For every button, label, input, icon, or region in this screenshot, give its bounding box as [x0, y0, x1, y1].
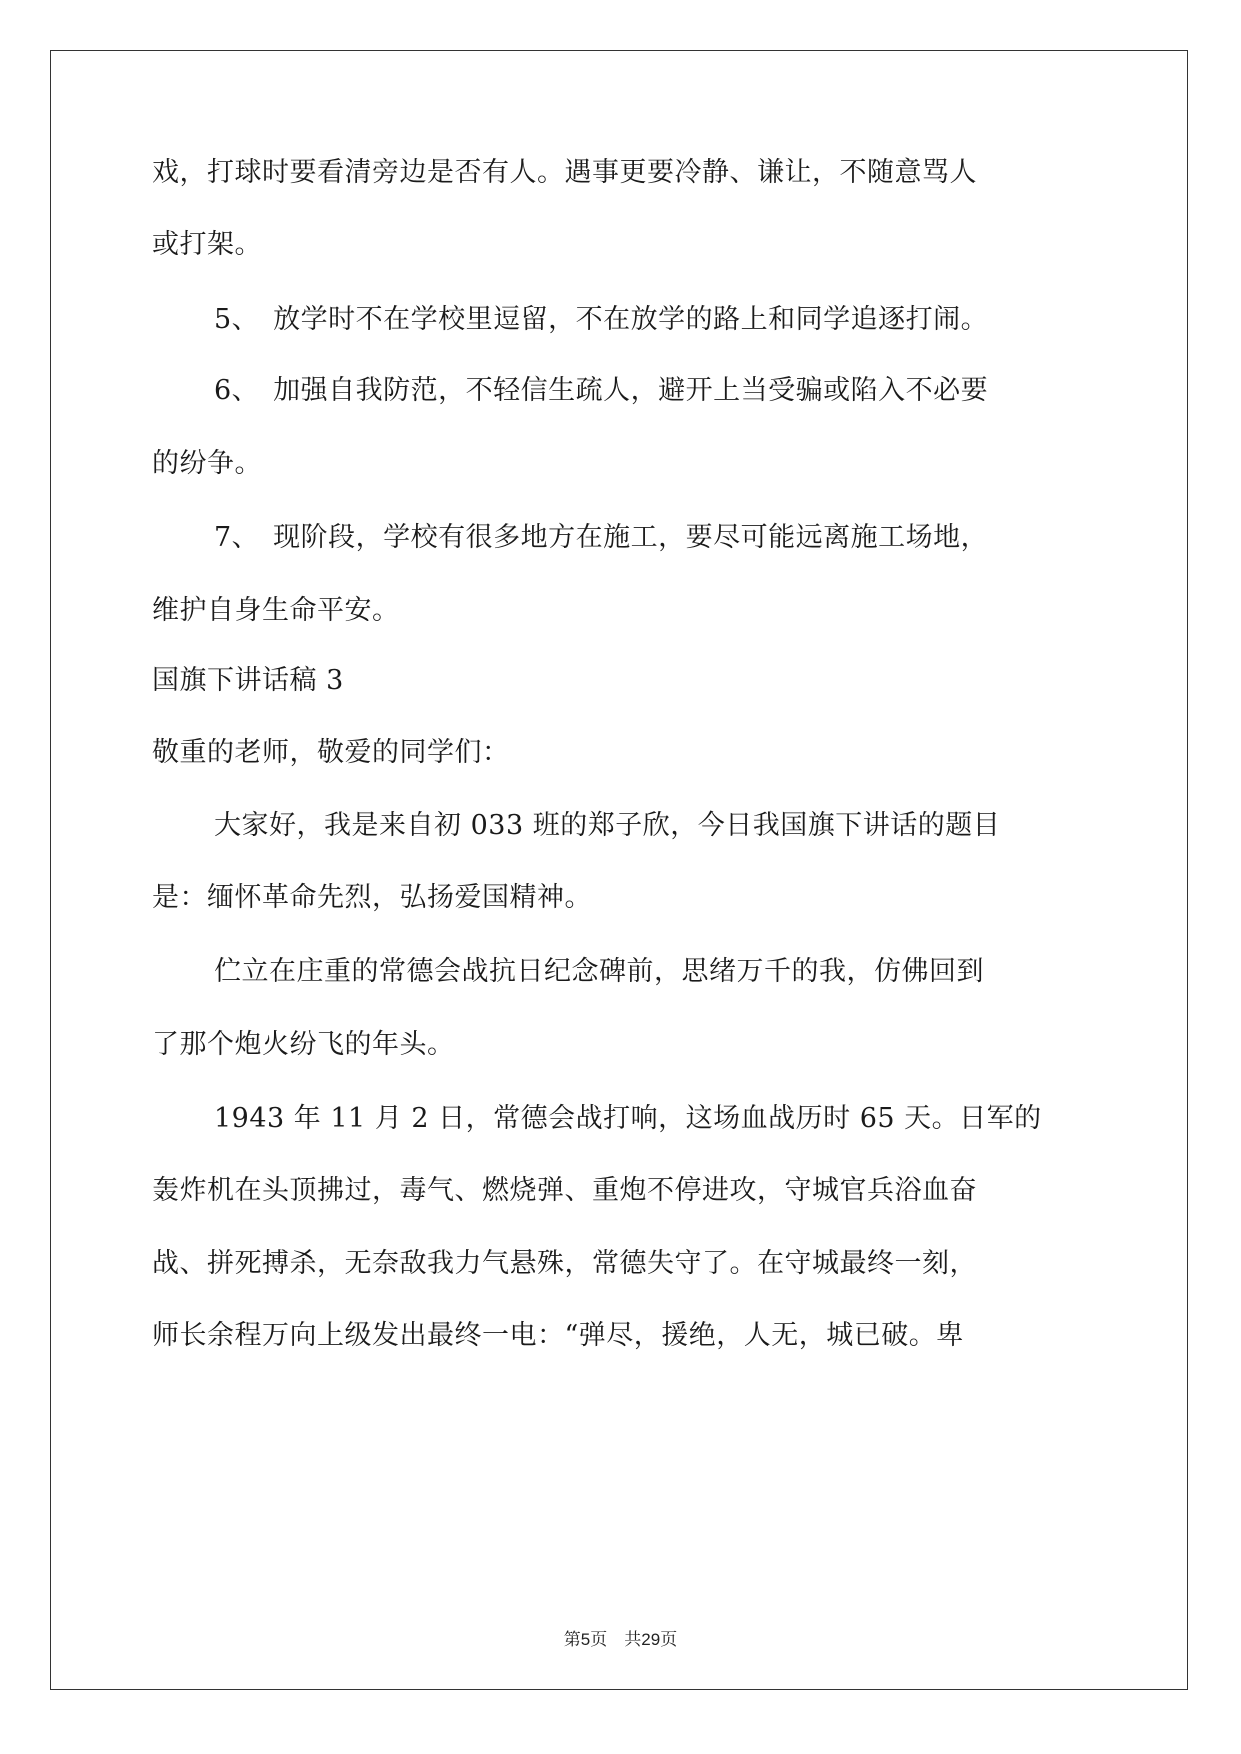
footer-prefix: 第: [563, 1630, 581, 1649]
text-line: 的纷争。: [152, 448, 262, 479]
text-line: 或打架。: [152, 229, 262, 260]
text-line: 轰炸机在头顶拂过，毒气、燃烧弹、重炮不停进攻，守城官兵浴血奋: [152, 1175, 977, 1206]
paragraph-start: 大家好，我是来自初 033 班的郑子欣，今日我国旗下讲话的题目: [214, 810, 1001, 841]
page-footer: [0, 1625, 1241, 1650]
text-line: 了那个炮火纷飞的年头。: [152, 1029, 455, 1060]
page-border: [50, 50, 1188, 1690]
footer-mid: 页 共: [590, 1630, 642, 1649]
list-item-7: 7、 现阶段，学校有很多地方在施工，要尽可能远离施工场地，: [214, 522, 989, 553]
text-line: 战、拼死搏杀，无奈敌我力气悬殊，常德失守了。在守城最终一刻，: [152, 1248, 977, 1279]
footer-suffix: 页: [660, 1630, 678, 1649]
list-item-6: 6、 加强自我防范，不轻信生疏人，避开上当受骗或陷入不必要: [214, 375, 989, 406]
paragraph-start: 1943 年 11 月 2 日，常德会战打响，这场血战历时 65 天。日军的: [214, 1103, 1042, 1134]
text-line: 维护自身生命平安。: [152, 595, 400, 626]
page-current: 5: [580, 1630, 591, 1649]
page-total: 29: [641, 1630, 661, 1649]
section-heading: 国旗下讲话稿 3: [152, 665, 344, 696]
salutation: 敬重的老师，敬爱的同学们：: [152, 737, 510, 768]
paragraph-start: 伫立在庄重的常德会战抗日纪念碑前，思绪万千的我，仿佛回到: [214, 956, 984, 987]
text-line: 师长余程万向上级发出最终一电：“弹尽，援绝，人无，城已破。卑: [152, 1320, 964, 1351]
text-line: 是：缅怀革命先烈，弘扬爱国精神。: [152, 882, 592, 913]
text-line: 戏，打球时要看清旁边是否有人。遇事更要冷静、谦让，不随意骂人: [152, 157, 977, 188]
list-item-5: 5、 放学时不在学校里逗留，不在放学的路上和同学追逐打闹。: [214, 304, 989, 335]
